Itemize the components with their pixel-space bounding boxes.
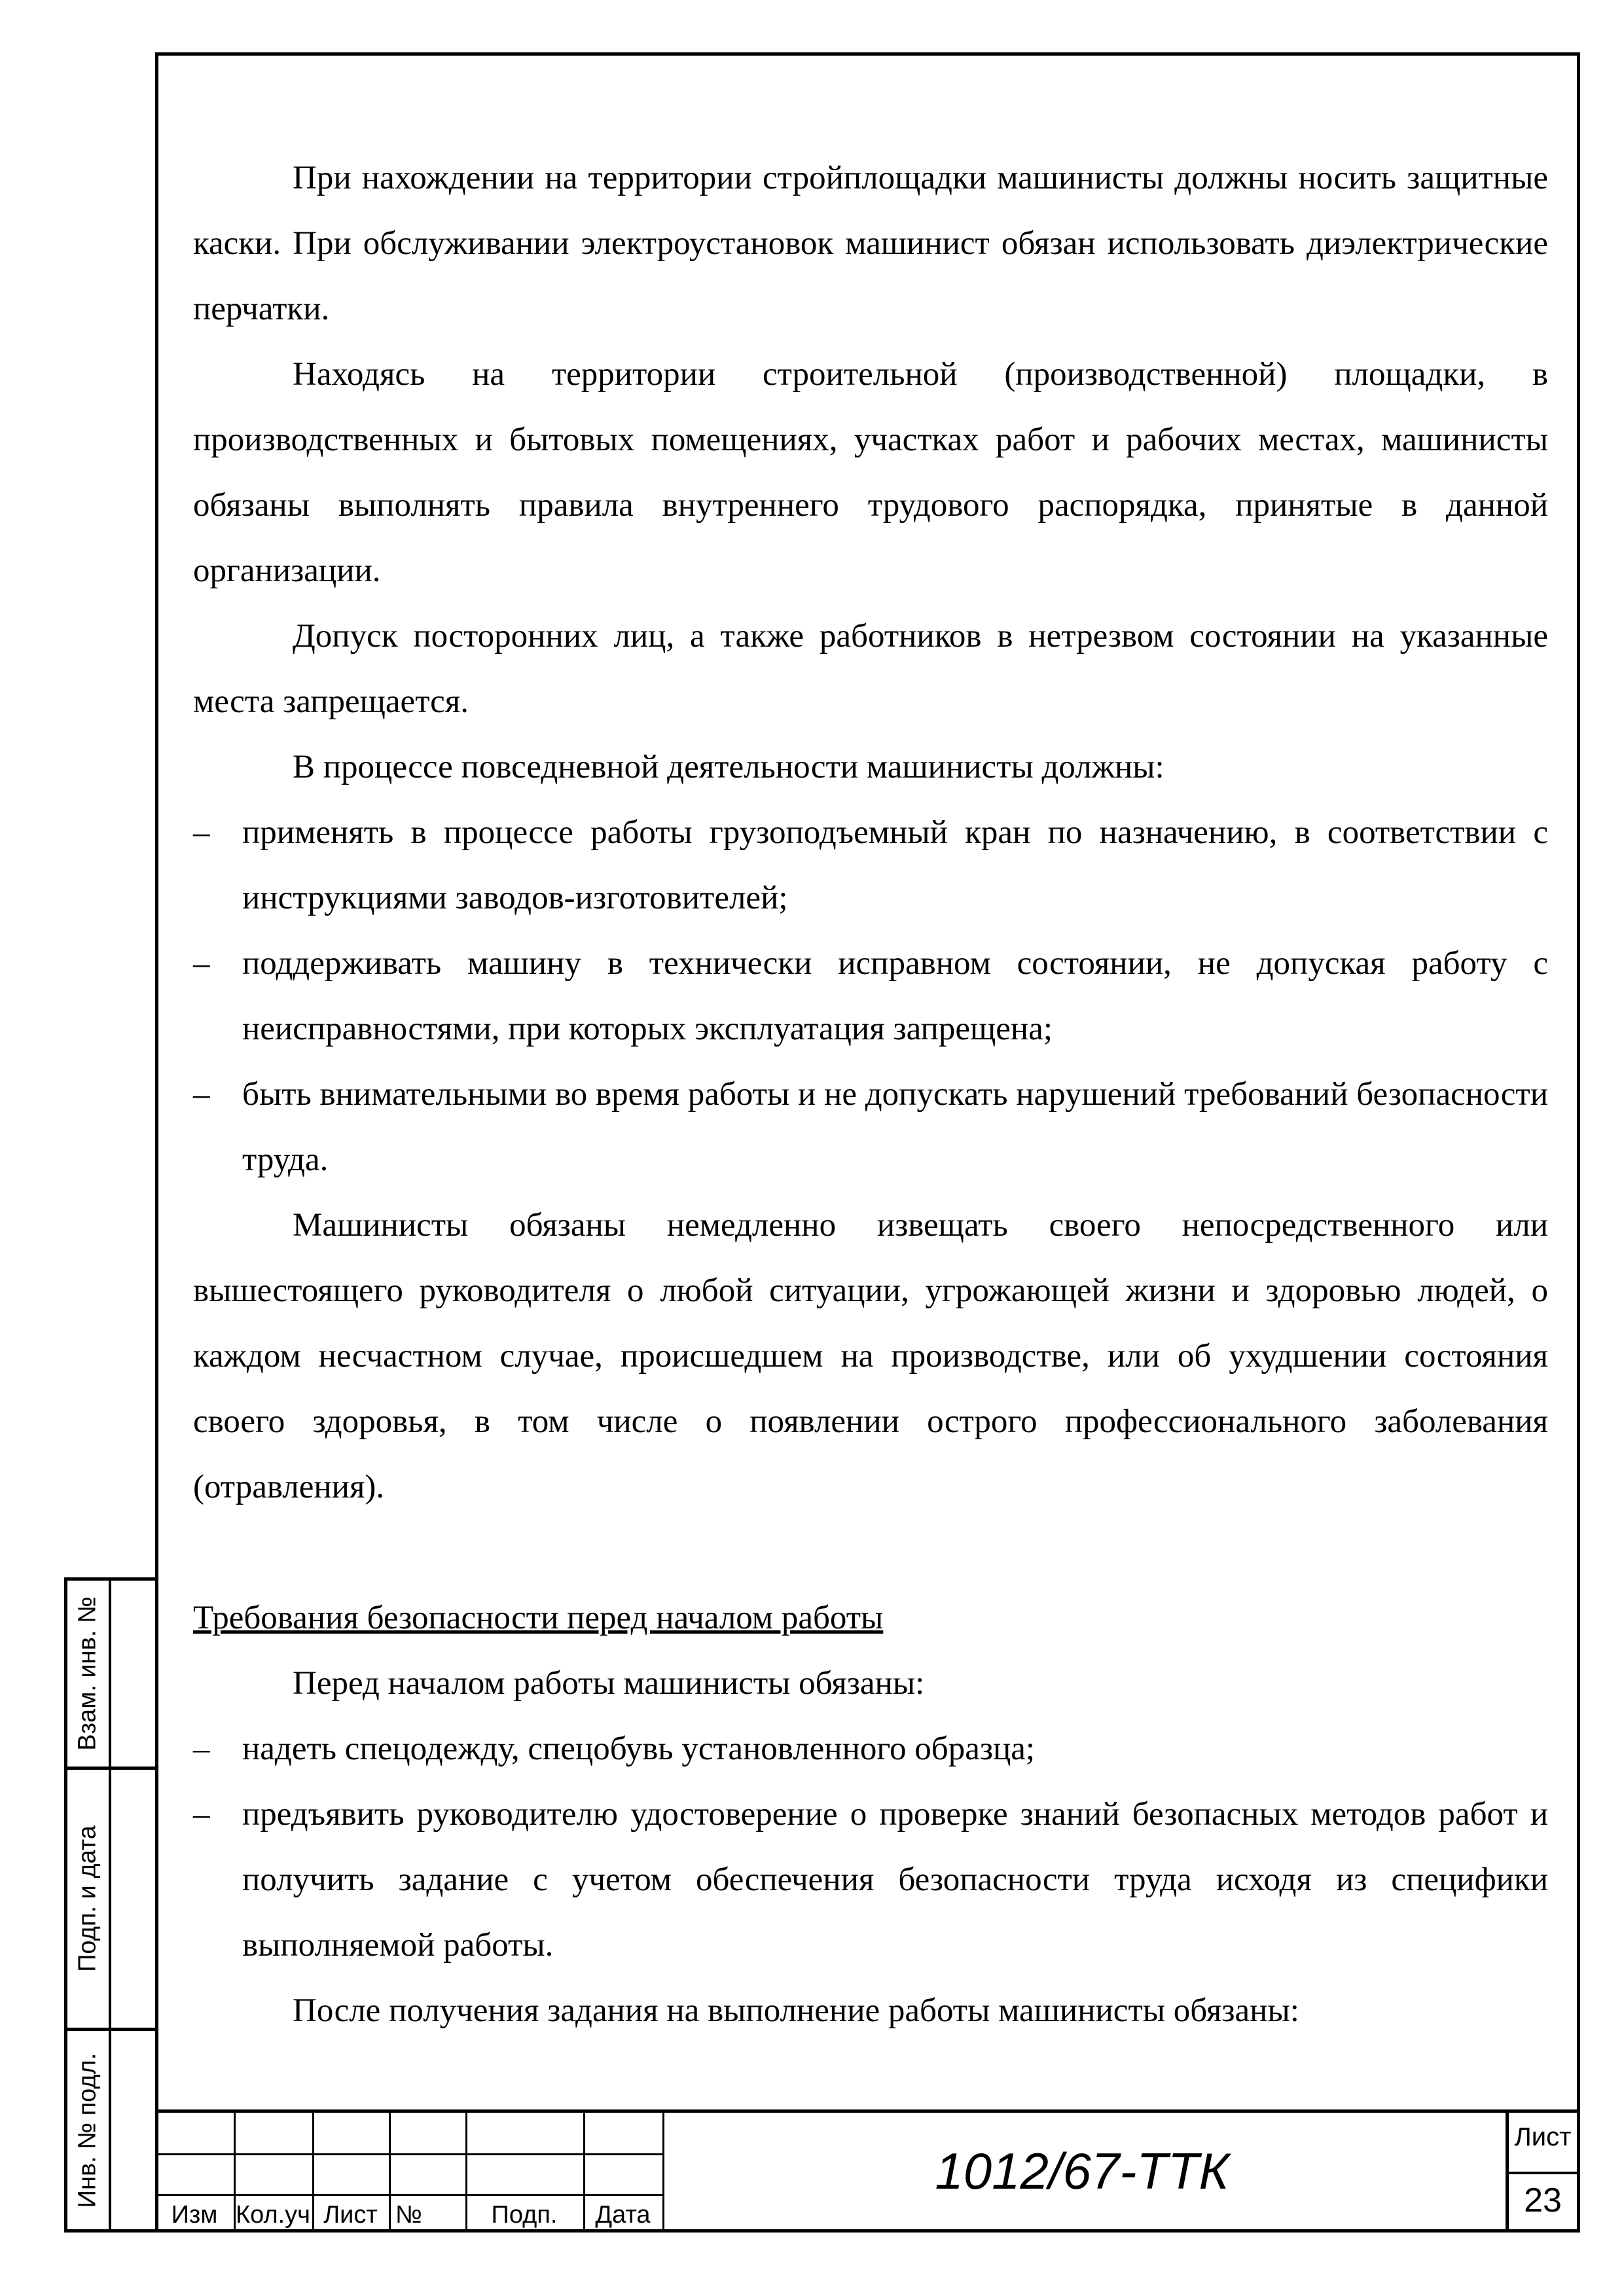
paragraph: Находясь на территории строительной (производственной) площадки, в производственных и бытовых помещениях, участках работ и рабочих местах, машинисты обязаны выполнять правила внутреннего трудового распорядка, принятые в данной организации. [193,356,1548,589]
list-item: – быть внимательными во время работы и не допускать нарушений требований безопасности труда. [193,1062,1548,1193]
section-heading: Требования безопасности перед началом работы [193,1600,884,1636]
stamp-col-izm: Изм [171,2201,218,2229]
document-number: 1012/67-ТТК [935,2142,1229,2200]
list-item: – надеть спецодежду, спецобувь установленного образца; [193,1716,1548,1782]
stamp-col-kol: Кол.уч [236,2201,310,2229]
dash-bullet: – [193,1076,210,1113]
list-item: – предъявить руководителю удостоверение о проверке знаний безопасных методов работ и получить задание с учетом обеспечения безопасности труда исходя из специфики выполняемой работы. [193,1782,1548,1978]
paragraph: После получения задания на выполнение работы машинисты обязаны: [293,1992,1299,2029]
paragraph: При нахождении на территории стройплощадки машинисты должны носить защитные каски. При обслуживании электроустановок машинист обязан использовать диэлектрические перчатки. [193,160,1548,327]
side-label-podp: Подп. и дата [73,1825,101,1972]
side-field-podp [64,1767,155,2031]
stamp-col-num: № [395,2201,422,2229]
stamp-col-list: Лист [323,2201,378,2229]
side-label-inv: Инв. № подл. [73,2053,101,2208]
paragraph: Перед началом работы машинисты обязаны: [293,1665,925,1702]
side-field-inv [64,2028,155,2233]
list-item: – поддерживать машину в технически исправном состоянии, не допуская работу с неисправностями, при которых эксплуатация запрещена; [193,931,1548,1062]
dash-bullet: – [193,945,210,982]
stamp-col-data: Дата [595,2201,651,2229]
paragraph: Машинисты обязаны немедленно извещать своего непосредственного или вышестоящего руководителя о любой ситуации, угрожающей жизни и здоровью людей, о каждом несчастном случае, происшедшем на производстве, или об ухудшении состояния своего здоровья, в том числе о появлении острого профессионального заболевания (отравления). [193,1207,1548,1505]
side-field-vzam [64,1577,155,1770]
stamp-col-podp: Подп. [491,2201,558,2229]
paragraph: Допуск посторонних лиц, а также работников в нетрезвом состоянии на указанные места запрещается. [193,618,1548,720]
side-label-vzam: Взам. инв. № [73,1596,101,1751]
paragraph: В процессе повседневной деятельности машинисты должны: [293,749,1164,785]
document-body [193,145,1548,2043]
sheet-label: Лист [1514,2123,1572,2151]
dash-bullet: – [193,1731,210,1767]
sheet-number: 23 [1524,2181,1562,2219]
list-item: – применять в процессе работы грузоподъемный кран по назначению, в соответствии с инструкциями заводов-изготовителей; [193,800,1548,931]
dash-bullet: – [193,814,210,851]
dash-bullet: – [193,1796,210,1833]
